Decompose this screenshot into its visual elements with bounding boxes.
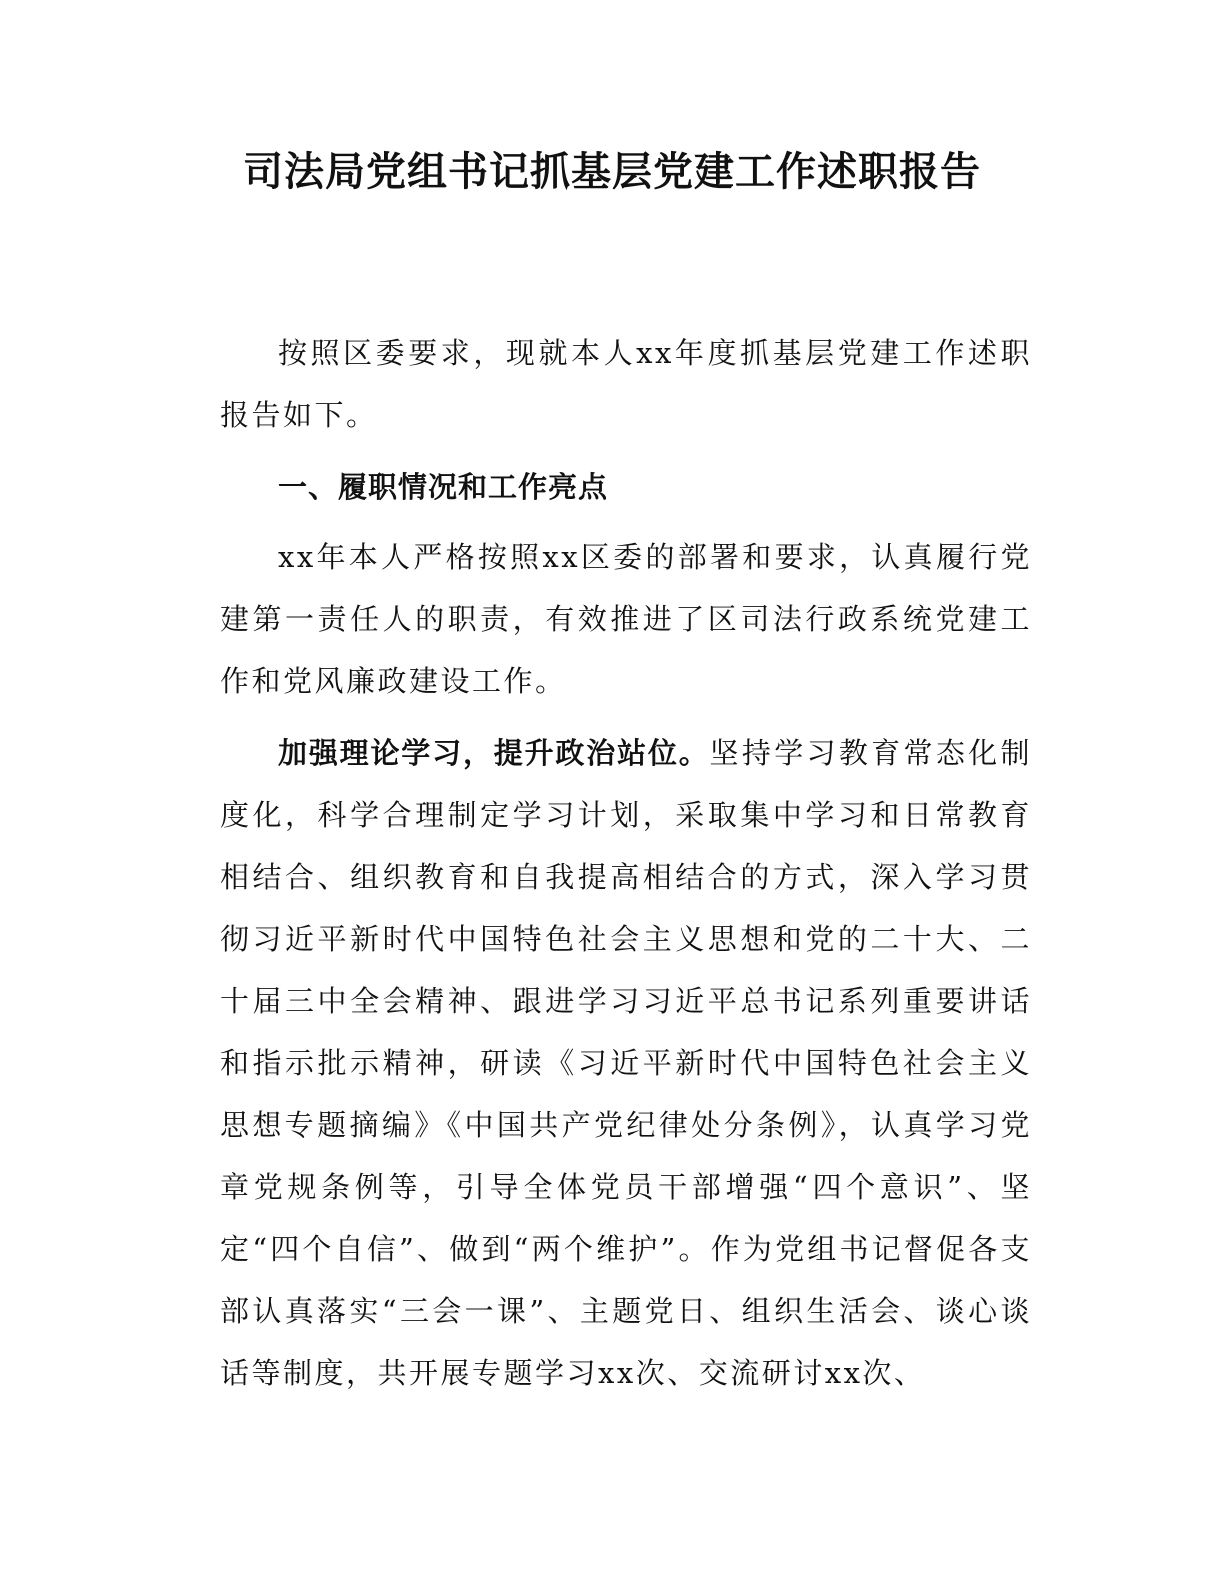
- paragraph-2-lead: 加强理论学习，提升政治站位。: [278, 736, 710, 770]
- paragraph-1: xx年本人严格按照xx区委的部署和要求，认真履行党建第一责任人的职责，有效推进了区司法行政系统党建工作和党风廉政建设工作。: [220, 540, 1032, 698]
- section-heading: 一、履职情况和工作亮点: [278, 470, 609, 504]
- document-title: 司法局党组书记抓基层党建工作述职报告: [243, 149, 981, 195]
- paragraph-2-text: 坚持学习教育常态化制度化，科学合理制定学习计划，采取集中学习和日常教育相结合、组织教育和自我提高相结合的方式，深入学习贯彻习近平新时代中国特色社会主义思想和党的二十大、二十届三中全会精神、跟进学习习近平总书记系列重要讲话和指示批示精神，研读《习近平新时代中国特色社会主义思想专题摘编》《中国共产党纪律处分条例》，认真学习党章党规条例等，引导全体党员干部增强“四个意识”、坚定“四个自信”、做到“两个维护”。作为党组书记督促各支部认真落实“三会一课”、主题党日、组织生活会、谈心谈话等制度，共开展专题学习xx次、交流研讨xx次、: [220, 736, 1032, 1390]
- paragraph-2: [220, 722, 1032, 1404]
- document-body: [220, 322, 1032, 1404]
- intro-paragraph: 按照区委要求，现就本人xx年度抓基层党建工作述职报告如下。: [220, 336, 1032, 432]
